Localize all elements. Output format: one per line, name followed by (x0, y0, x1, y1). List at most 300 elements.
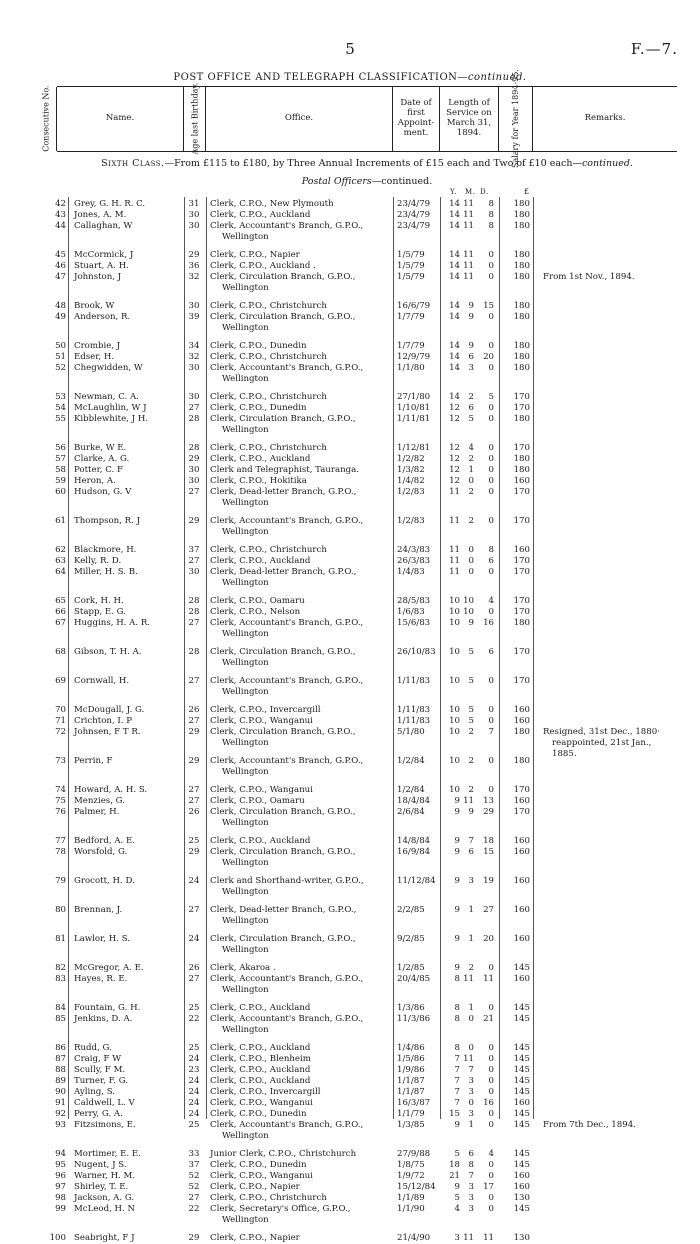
table-row (0, 607, 700, 618)
table-row (0, 1109, 700, 1120)
cell-salary: 145 (513, 1149, 530, 1159)
cell-date: 1/8/75 (397, 1160, 425, 1170)
cell-no: 60 (55, 487, 66, 497)
cell-m: 7 (468, 1171, 474, 1181)
cell-salary: 180 (513, 272, 530, 282)
cell-date: 1/3/86 (397, 1003, 425, 1013)
cell-m: 0 (468, 556, 474, 566)
cell-date: 1/2/84 (397, 756, 425, 766)
table-row (0, 221, 700, 232)
cell-y: 21 (449, 1171, 460, 1181)
cell-y: 3 (454, 1233, 460, 1243)
cell-office-continued: Wellington (222, 767, 269, 777)
cell-date: 1/1/90 (397, 1204, 425, 1214)
cell-y: 9 (454, 963, 460, 973)
cell-age: 30 (188, 221, 200, 231)
cell-date: 26/3/83 (397, 556, 431, 566)
table-row (0, 556, 700, 567)
cell-y: 9 (454, 836, 460, 846)
cell-age: 24 (188, 876, 200, 886)
cell-no: 69 (55, 676, 66, 686)
cell-d: 4 (488, 1149, 494, 1159)
cell-salary: 145 (513, 1160, 530, 1170)
cell-office: Clerk, C.P.O., Wanganui (210, 1171, 313, 1181)
cell-y: 14 (449, 261, 460, 271)
cell-no: 59 (55, 476, 66, 486)
cell-y: 4 (454, 1204, 460, 1214)
cell-age: 37 (188, 1160, 200, 1170)
cell-age: 26 (188, 705, 200, 715)
cell-remarks: From 7th Dec., 1894. (543, 1120, 636, 1130)
cell-name: McDougall, J. G. (74, 705, 145, 715)
cell-salary: 180 (513, 414, 530, 424)
cell-name: Potter, C. F (74, 465, 123, 475)
cell-no: 96 (55, 1171, 66, 1181)
cell-d: 0 (488, 443, 494, 453)
table-row (0, 1160, 700, 1171)
cell-y: 12 (449, 443, 460, 453)
cell-age: 25 (188, 1043, 200, 1053)
cell-office: Clerk, C.P.O., Invercargill (210, 1087, 321, 1097)
table-row (0, 618, 700, 629)
cell-date: 1/1/87 (397, 1087, 425, 1097)
cell-salary: 160 (513, 836, 530, 846)
table-row (0, 705, 700, 716)
cell-remarks: From 1st Nov., 1894. (543, 272, 635, 282)
cell-name: Cork, H. H. (74, 596, 124, 606)
cell-y: 9 (454, 905, 460, 915)
cell-d: 0 (488, 963, 494, 973)
cell-m: 0 (468, 567, 474, 577)
cell-salary: 145 (513, 1054, 530, 1064)
cell-salary: 160 (513, 716, 530, 726)
cell-no: 93 (55, 1120, 66, 1130)
cell-date: 15/6/83 (397, 618, 431, 628)
cell-no: 46 (55, 261, 66, 271)
cell-office-continued: Wellington (222, 527, 269, 537)
cell-d: 0 (488, 716, 494, 726)
cell-remarks-continued: reappointed, 21st Jan., (552, 738, 652, 748)
cell-salary: 170 (513, 607, 530, 617)
cell-office: Clerk and Shorthand-writer, G.P.O., (210, 876, 364, 886)
cell-m: 10 (463, 596, 474, 606)
cell-no: 68 (55, 647, 66, 657)
cell-office-continued: Wellington (222, 738, 269, 748)
cell-age: 52 (188, 1182, 200, 1192)
cell-m: 11 (463, 261, 474, 271)
cell-salary: 170 (513, 516, 530, 526)
cell-date: 1/4/83 (397, 567, 425, 577)
cell-m: 7 (468, 836, 474, 846)
cell-name: McCormick, J (74, 250, 134, 260)
cell-y: 5 (454, 1149, 460, 1159)
cell-d: 8 (488, 210, 494, 220)
cell-y: 10 (449, 607, 460, 617)
cell-office: Clerk, C.P.O., Christchurch (210, 443, 327, 453)
cell-date: 2/2/85 (397, 905, 425, 915)
cell-age: 39 (188, 312, 200, 322)
cell-m: 1 (468, 905, 474, 915)
cell-m: 2 (468, 392, 474, 402)
cell-y: 9 (454, 934, 460, 944)
cell-salary: 170 (513, 443, 530, 453)
cell-name: Anderson, R. (74, 312, 131, 322)
cell-m: 1 (468, 465, 474, 475)
cell-y: 10 (449, 618, 460, 628)
cell-d: 6 (488, 556, 494, 566)
cell-d: 20 (483, 934, 494, 944)
cell-salary: 170 (513, 676, 530, 686)
cell-y: 9 (454, 1120, 460, 1130)
cell-name: Rudd, G. (74, 1043, 112, 1053)
cell-name: Jenkins, D. A. (74, 1014, 133, 1024)
cell-date: 1/2/83 (397, 516, 425, 526)
cell-m: 6 (468, 1149, 474, 1159)
cell-d: 0 (488, 756, 494, 766)
cell-y: 11 (449, 556, 460, 566)
cell-office: Junior Clerk, C.P.O., Christchurch (210, 1149, 357, 1159)
cell-y: 14 (449, 272, 460, 282)
cell-date: 27/9/88 (397, 1149, 431, 1159)
cell-d: 21 (483, 1014, 494, 1024)
cell-salary: 145 (513, 1204, 530, 1214)
cell-d: 0 (488, 487, 494, 497)
cell-office: Clerk, C.P.O., Oamaru (210, 596, 305, 606)
cell-age: 33 (188, 1149, 200, 1159)
cell-no: 42 (55, 199, 66, 209)
cell-name: Huggins, H. A. R. (74, 618, 151, 628)
cell-m: 1 (468, 934, 474, 944)
cell-y: 7 (454, 1087, 460, 1097)
cell-m: 3 (468, 1193, 474, 1203)
cell-d: 16 (483, 618, 494, 628)
cell-name: Johnston, J (74, 272, 122, 282)
cell-y: 14 (449, 341, 460, 351)
cell-name: Grocott, H. D. (74, 876, 135, 886)
cell-salary: 180 (513, 312, 530, 322)
cell-date: 1/1/80 (397, 363, 425, 373)
cell-salary: 170 (513, 807, 530, 817)
cell-salary: 170 (513, 392, 530, 402)
cell-m: 7 (468, 1065, 474, 1075)
cell-y: 14 (449, 352, 460, 362)
table-row (0, 934, 700, 945)
cell-age: 25 (188, 1003, 200, 1013)
cell-salary: 160 (513, 934, 530, 944)
cell-y: 10 (449, 727, 460, 737)
cell-no: 72 (55, 727, 66, 737)
cell-m: 11 (463, 272, 474, 282)
table-row (0, 301, 700, 312)
cell-office: Clerk, C.P.O., Napier (210, 250, 300, 260)
cell-salary: 145 (513, 1043, 530, 1053)
cell-salary: 160 (513, 876, 530, 886)
cell-age: 26 (188, 963, 200, 973)
cell-salary: 180 (513, 618, 530, 628)
cell-name: Fountain, G. H. (74, 1003, 141, 1013)
cell-salary: 180 (513, 301, 530, 311)
cell-no: 91 (55, 1098, 66, 1108)
cell-y: 10 (449, 647, 460, 657)
cell-office: Clerk, Accountant's Branch, G.P.O., (210, 221, 364, 231)
cell-date: 1/10/81 (397, 403, 431, 413)
cell-age: 27 (188, 716, 200, 726)
table-row (0, 516, 700, 527)
table-row (0, 963, 700, 974)
cell-y: 10 (449, 785, 460, 795)
cell-age: 30 (188, 476, 200, 486)
cell-name: Craig, F W (74, 1054, 122, 1064)
cell-name: Brennan, J. (74, 905, 123, 915)
cell-date: 23/4/79 (397, 199, 431, 209)
cell-no: 70 (55, 705, 66, 715)
cell-date: 26/10/83 (397, 647, 436, 657)
cell-age: 29 (188, 250, 200, 260)
cell-name: Callaghan, W (74, 221, 133, 231)
cell-y: 9 (454, 876, 460, 886)
table-row (0, 1098, 700, 1109)
cell-date: 23/4/79 (397, 221, 431, 231)
cell-no: 66 (55, 607, 66, 617)
cell-no: 77 (55, 836, 66, 846)
cell-m: 9 (468, 618, 474, 628)
cell-office: Clerk, Circulation Branch, G.P.O., (210, 312, 356, 322)
cell-age: 29 (188, 516, 200, 526)
table-row (0, 1076, 700, 1087)
table-row (0, 567, 700, 578)
cell-office: Clerk, C.P.O., Nelson (210, 607, 301, 617)
cell-d: 0 (488, 272, 494, 282)
cell-office-continued: Wellington (222, 916, 269, 926)
cell-date: 1/11/83 (397, 716, 431, 726)
cell-y: 12 (449, 414, 460, 424)
header-date: Date of first Appoint- ment. (393, 87, 440, 151)
cell-d: 0 (488, 785, 494, 795)
table-row (0, 392, 700, 403)
cell-no: 57 (55, 454, 66, 464)
cell-d: 15 (483, 301, 494, 311)
cell-date: 1/11/83 (397, 705, 431, 715)
cell-age: 27 (188, 785, 200, 795)
cell-salary: 180 (513, 465, 530, 475)
cell-no: 92 (55, 1109, 66, 1119)
header-no: Consecutive No. (41, 85, 51, 153)
cell-no: 81 (55, 934, 66, 944)
cell-name: Clarke, A. G. (74, 454, 130, 464)
cell-y: 10 (449, 596, 460, 606)
cell-name: Heron, A. (74, 476, 116, 486)
cell-salary: 180 (513, 454, 530, 464)
table-row (0, 1193, 700, 1204)
cell-date: 1/5/79 (397, 250, 425, 260)
table-row (0, 807, 700, 818)
cell-d: 0 (488, 363, 494, 373)
cell-y: 14 (449, 250, 460, 260)
cell-no: 62 (55, 545, 66, 555)
cell-remarks: Resigned, 31st Dec., 1880· (543, 727, 660, 737)
cell-date: 24/3/83 (397, 545, 431, 555)
table-row (0, 476, 700, 487)
cell-date: 16/9/84 (397, 847, 431, 857)
unit-pound: £ (524, 187, 530, 196)
table-row (0, 1054, 700, 1065)
cell-m: 5 (468, 414, 474, 424)
cell-m: 4 (468, 443, 474, 453)
cell-no: 84 (55, 1003, 66, 1013)
cell-name: Shirley, T. E. (74, 1182, 129, 1192)
cell-name: Jackson, A. G. (74, 1193, 135, 1203)
cell-salary: 160 (513, 974, 530, 984)
cell-date: 1/7/79 (397, 312, 425, 322)
cell-age: 29 (188, 756, 200, 766)
cell-m: 5 (468, 705, 474, 715)
cell-name: Hudson, G. V (74, 487, 132, 497)
cell-name: Kelly, R. D. (74, 556, 122, 566)
table-row (0, 1003, 700, 1014)
cell-office: Clerk, Accountant's Branch, G.P.O., (210, 618, 364, 628)
table-row (0, 727, 700, 738)
cell-office: Clerk, C.P.O., Napier (210, 1182, 300, 1192)
cell-office: Clerk, C.P.O., Dunedin (210, 403, 307, 413)
cell-office-continued: Wellington (222, 687, 269, 697)
cell-y: 12 (449, 403, 460, 413)
cell-d: 0 (488, 312, 494, 322)
cell-office: Clerk, C.P.O., Dunedin (210, 1160, 307, 1170)
cell-name: Worsfold, G. (74, 847, 128, 857)
cell-age: 22 (188, 1014, 200, 1024)
cell-office-continued: Wellington (222, 1025, 269, 1035)
cell-age: 52 (188, 1171, 200, 1181)
cell-salary: 180 (513, 756, 530, 766)
cell-date: 18/4/84 (397, 796, 431, 806)
header-name: Name. (57, 87, 184, 151)
cell-office: Clerk, Circulation Branch, G.P.O., (210, 847, 356, 857)
cell-d: 0 (488, 1054, 494, 1064)
cell-no: 63 (55, 556, 66, 566)
unit-years: Y. (450, 188, 457, 196)
cell-office: Clerk, Circulation Branch, G.P.O., (210, 647, 356, 657)
cell-date: 1/1/87 (397, 1076, 425, 1086)
cell-date: 1/11/81 (397, 414, 431, 424)
table-row (0, 1014, 700, 1025)
cell-m: 11 (463, 1233, 474, 1243)
cell-name: Thompson, R. J (74, 516, 141, 526)
table-row (0, 443, 700, 454)
cell-date: 1/4/86 (397, 1043, 425, 1053)
cell-name: Palmer, H. (74, 807, 120, 817)
cell-office-continued: Wellington (222, 283, 269, 293)
cell-d: 0 (488, 1043, 494, 1053)
header-salary: Salary for Year 1894-95. (510, 69, 520, 169)
cell-date: 21/4/90 (397, 1233, 431, 1243)
cell-d: 0 (488, 1076, 494, 1086)
cell-office-continued: Wellington (222, 232, 269, 242)
table-row (0, 676, 700, 687)
cell-salary: 145 (513, 1120, 530, 1130)
cell-name: Hayes, R. E. (74, 974, 128, 984)
cell-d: 19 (483, 876, 494, 886)
cell-m: 3 (468, 1076, 474, 1086)
cell-date: 28/5/83 (397, 596, 431, 606)
cell-m: 9 (468, 341, 474, 351)
cell-date: 1/2/85 (397, 963, 425, 973)
cell-age: 30 (188, 210, 200, 220)
cell-d: 0 (488, 476, 494, 486)
cell-age: 26 (188, 807, 200, 817)
cell-age: 29 (188, 1233, 200, 1243)
cell-salary: 145 (513, 1076, 530, 1086)
cell-office-continued: Wellington (222, 498, 269, 508)
cell-no: 79 (55, 876, 66, 886)
cell-age: 32 (188, 272, 200, 282)
cell-m: 2 (468, 756, 474, 766)
cell-m: 6 (468, 403, 474, 413)
cell-name: Miller, H. S. B. (74, 567, 138, 577)
table-row (0, 847, 700, 858)
cell-d: 0 (488, 250, 494, 260)
cell-age: 27 (188, 403, 200, 413)
cell-office-continued: Wellington (222, 578, 269, 588)
cell-salary: 170 (513, 596, 530, 606)
cell-age: 27 (188, 905, 200, 915)
cell-name: Lawlor, H. S. (74, 934, 131, 944)
table-row (0, 341, 700, 352)
cell-y: 7 (454, 1065, 460, 1075)
cell-name: Seabright, F J (74, 1233, 135, 1243)
cell-y: 14 (449, 301, 460, 311)
cell-no: 85 (55, 1014, 66, 1024)
table-row (0, 647, 700, 658)
cell-d: 0 (488, 403, 494, 413)
cell-salary: 160 (513, 705, 530, 715)
cell-date: 1/1/79 (397, 1109, 425, 1119)
cell-remarks-continued: 1885. (552, 749, 577, 759)
cell-date: 1/3/85 (397, 1120, 425, 1130)
cell-salary: 145 (513, 1087, 530, 1097)
page-number: 5 (345, 40, 355, 58)
cell-office: Clerk, Accountant's Branch, G.P.O., (210, 1120, 364, 1130)
cell-age: 24 (188, 1054, 200, 1064)
cell-m: 11 (463, 796, 474, 806)
cell-no: 43 (55, 210, 66, 220)
cell-date: 5/1/80 (397, 727, 425, 737)
cell-age: 30 (188, 301, 200, 311)
cell-office: Clerk, C.P.O., Dunedin (210, 1109, 307, 1119)
cell-name: Edser, H. (74, 352, 115, 362)
cell-date: 1/2/83 (397, 487, 425, 497)
cell-office: Clerk, Circulation Branch, G.P.O., (210, 807, 356, 817)
cell-office: Clerk, Secretary's Office, G.P.O., (210, 1204, 351, 1214)
cell-date: 15/12/84 (397, 1182, 436, 1192)
cell-salary: 170 (513, 647, 530, 657)
cell-office: Clerk, C.P.O., Wanganui (210, 1098, 313, 1108)
cell-name: Gibson, T. H. A. (74, 647, 142, 657)
cell-no: 45 (55, 250, 66, 260)
cell-d: 0 (488, 1087, 494, 1097)
cell-name: Newman, C. A. (74, 392, 139, 402)
cell-salary: 160 (513, 847, 530, 857)
cell-age: 32 (188, 352, 200, 362)
cell-m: 5 (468, 716, 474, 726)
cell-name: Bedford, A. E. (74, 836, 136, 846)
cell-age: 23 (188, 1065, 200, 1075)
cell-d: 4 (488, 596, 494, 606)
table-row (0, 414, 700, 425)
cell-no: 99 (55, 1204, 66, 1214)
cell-date: 2/6/84 (397, 807, 425, 817)
cell-d: 11 (483, 1233, 494, 1243)
cell-d: 0 (488, 676, 494, 686)
